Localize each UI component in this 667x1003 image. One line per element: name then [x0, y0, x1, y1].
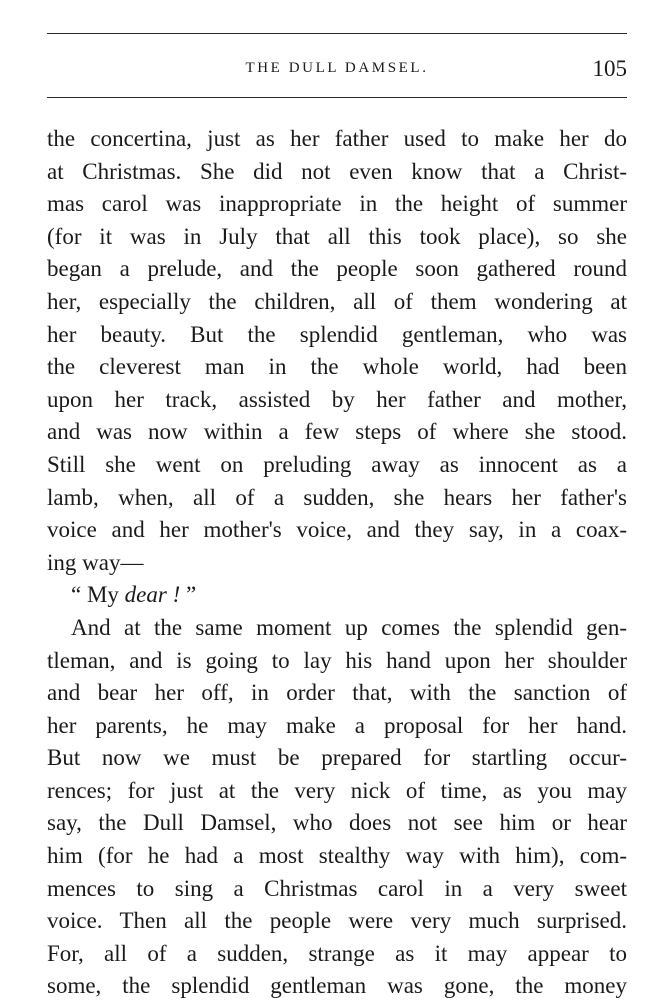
page-number: 105 [592, 56, 627, 81]
text-line: her parents, he may make a proposal for her hand. [47, 712, 627, 738]
text-line: But now we must be prepared for startling occur- [47, 745, 627, 771]
text-line: tleman, and is going to lay his hand upon her shoulder [47, 647, 627, 673]
text-line: voice. Then all the people were very much surprised. [47, 908, 627, 934]
text-line: mences to sing a Christmas carol in a very sweet [47, 875, 627, 901]
quote-open: “ My [71, 582, 125, 608]
header-top-rule [47, 33, 627, 34]
body-text [47, 123, 627, 1003]
text-line: him (for he had a most stealthy way with him), com- [47, 843, 627, 869]
text-line: the cleverest man in the whole world, had been [47, 354, 627, 380]
text-line: say, the Dull Damsel, who does not see him or hear [47, 810, 627, 836]
text-line: some, the splendid gentleman was gone, the money [47, 973, 627, 999]
text-line: lamb, when, all of a sudden, she hears her father's [47, 484, 627, 510]
text-line: voice and her mother's voice, and they say, in a coax- [47, 517, 627, 543]
quote-italic: dear ! [124, 582, 181, 608]
header-bottom-rule [47, 97, 627, 98]
text-line: For, all of a sudden, strange as it may appear to [47, 940, 627, 966]
text-line: and bear her off, in order that, with the sanction of [47, 680, 627, 706]
running-title: THE DULL DAMSEL. [245, 60, 429, 76]
running-head [47, 58, 627, 80]
text-line: her, especially the children, all of them wondering at [47, 288, 627, 314]
text-line: mas carol was inappropriate in the height of summer [47, 191, 627, 217]
paragraph-first-line: And at the same moment up comes the splendid gen- [71, 614, 627, 640]
text-line: her beauty. But the splendid gentleman, who was [47, 321, 627, 347]
text-line: the concertina, just as her father used to make her do [47, 126, 627, 151]
text-line: Still she went on preluding away as innocent as a [47, 451, 627, 477]
quote-close: ” [180, 582, 197, 608]
text-line: and was now within a few steps of where she stood. [47, 419, 627, 445]
text-line: ing way— [47, 549, 144, 575]
text-line: (for it was in July that all this took place), so she [47, 223, 627, 249]
text-line: upon her track, assisted by her father and mother, [47, 386, 627, 412]
text-line: rences; for just at the very nick of time, as you may [47, 777, 627, 803]
text-line: began a prelude, and the people soon gathered round [47, 256, 627, 282]
text-line: at Christmas. She did not even know that a Christ- [47, 158, 627, 184]
quoted-line [47, 579, 627, 612]
